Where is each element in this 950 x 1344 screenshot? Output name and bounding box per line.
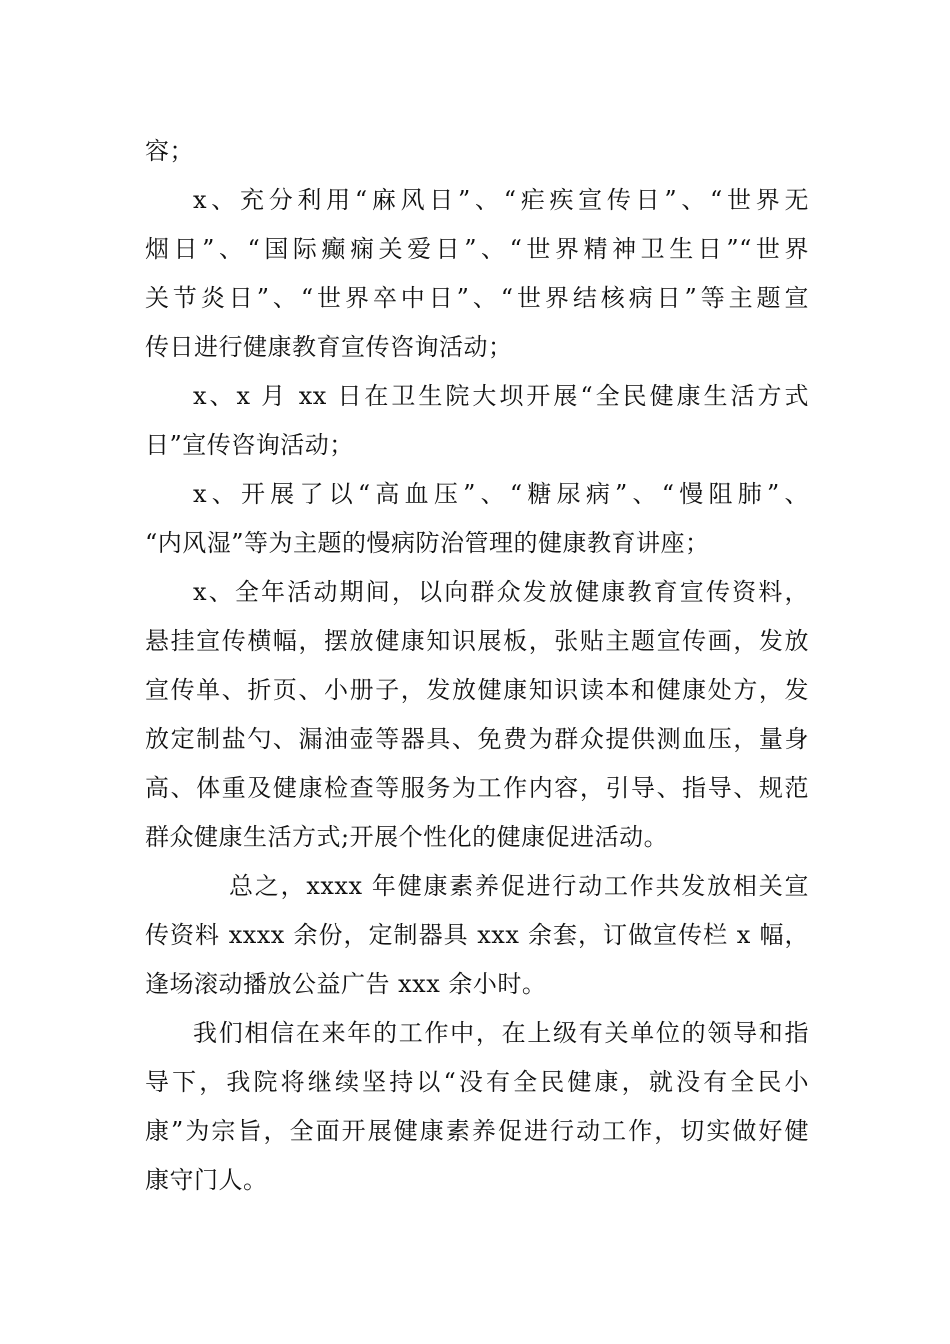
paragraph-awareness-days <box>145 176 809 372</box>
paragraph-year-activities <box>145 568 809 862</box>
paragraph-continuation <box>145 127 809 176</box>
paragraph-summary <box>145 862 809 1009</box>
text-line: x、全年活动期间，以向群众发放健康教育宣传资料， <box>193 578 809 606</box>
paragraph-lifestyle-day <box>145 372 809 470</box>
text-line: 传资料 xxxx 余份，定制器具 xxx 余套，订做宣传栏 x 幅， <box>145 921 809 949</box>
text-line: 宣传单、折页、小册子，发放健康知识读本和健康处方，发 <box>145 676 809 704</box>
text-line: 烟日”、“国际癫痫关爱日”、“世界精神卫生日”“世界 <box>145 235 809 263</box>
text-line: 放定制盐勺、漏油壶等器具、免费为群众提供测血压，量身 <box>145 725 809 753</box>
text-line: “内风湿”等为主题的慢病防治管理的健康教育讲座； <box>145 529 710 557</box>
paragraph-lectures <box>145 470 809 568</box>
paragraph-outlook <box>145 1009 809 1205</box>
text-line: x、开展了以“高血压”、“糖尿病”、“慢阻肺”、 <box>193 480 809 508</box>
text-line: 关节炎日”、“世界卒中日”、“世界结核病日”等主题宣 <box>145 284 809 312</box>
text-line: 总之，xxxx 年健康素养促进行动工作共发放相关宣 <box>229 872 809 900</box>
text-line: 高、体重及健康检查等服务为工作内容，引导、指导、规范 <box>145 774 809 802</box>
text-line: 逢场滚动播放公益广告 xxx 余小时。 <box>145 970 547 998</box>
text-line: 导下，我院将继续坚持以“没有全民健康，就没有全民小 <box>145 1068 809 1096</box>
text-line: x、x 月 xx 日在卫生院大坝开展“全民健康生活方式 <box>193 382 809 410</box>
text-line: 容； <box>145 137 194 165</box>
text-line: 我们相信在来年的工作中，在上级有关单位的领导和指 <box>193 1019 809 1047</box>
text-line: x、充分利用“麻风日”、“疟疾宣传日”、“世界无 <box>193 186 809 214</box>
text-line: 康”为宗旨，全面开展健康素养促进行动工作，切实做好健 <box>145 1117 809 1145</box>
document-body <box>145 127 809 1205</box>
text-line: 传日进行健康教育宣传咨询活动； <box>145 333 513 361</box>
text-line: 群众健康生活方式;开展个性化的健康促进活动。 <box>145 823 669 851</box>
text-line: 康守门人。 <box>145 1166 268 1194</box>
text-line: 悬挂宣传横幅，摆放健康知识展板，张贴主题宣传画，发放 <box>145 627 809 655</box>
text-line: 日”宣传咨询活动； <box>145 431 354 459</box>
